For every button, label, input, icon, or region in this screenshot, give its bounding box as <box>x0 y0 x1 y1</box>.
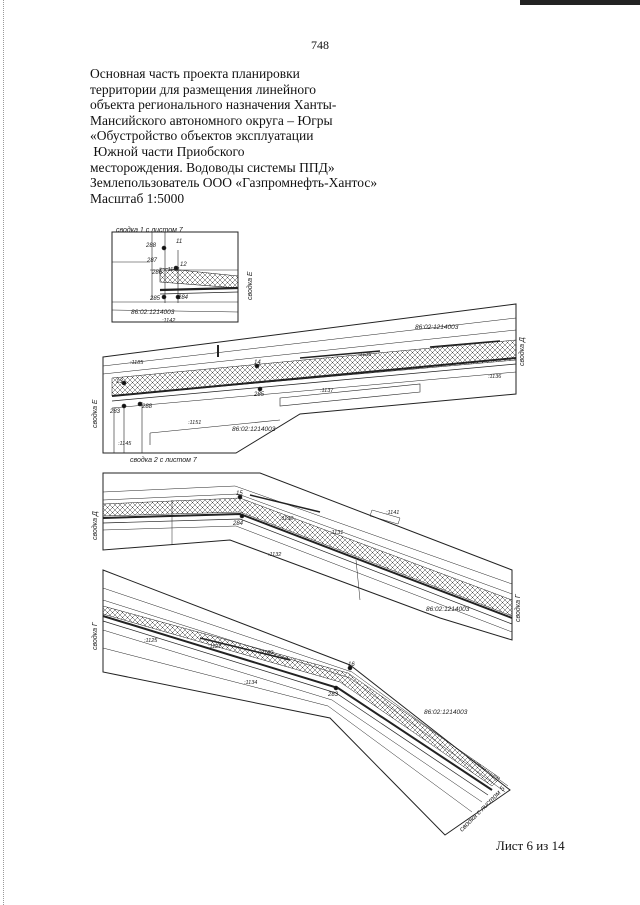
title-line: Мансийского автономного округа – Югры <box>90 112 333 128</box>
side-label-d: сводка Д <box>92 511 99 540</box>
parcel-label: :1137 <box>320 388 334 394</box>
point-label: 284 <box>178 295 189 301</box>
cadastral-label: 86:02:1214003 <box>232 426 276 433</box>
point-label: 283 <box>328 692 339 698</box>
parcel-label: :1134 <box>244 680 258 686</box>
cadastral-label: 86:02:1214003 <box>415 324 459 331</box>
scale-line: Масштаб 1:5000 <box>90 190 185 206</box>
parcel-label: :1132 <box>268 552 282 558</box>
panel-3-frame <box>103 473 512 640</box>
point-label: 15 <box>236 491 243 497</box>
parcel-label: :1130 <box>260 650 274 656</box>
point-label: 14 <box>254 360 261 366</box>
corridor-hatch <box>103 606 500 786</box>
point-label: 283 <box>110 409 121 415</box>
parcel-label: :1136 <box>358 352 372 358</box>
title-line: объекта регионального назначения Ханты- <box>90 97 337 113</box>
title-line: Основная часть проекта планировки <box>90 66 300 81</box>
title-line: месторождения. Водоводы системы ППД» <box>90 159 335 175</box>
point-label: 284 <box>233 521 244 527</box>
side-label-d: сводка Д <box>519 337 526 366</box>
point-marker <box>162 295 166 299</box>
point-marker <box>162 246 166 250</box>
title-line: «Обустройство объектов эксплуатации <box>90 128 314 144</box>
side-label-g: сводка Г <box>92 622 99 650</box>
parcel-label: :1127 <box>208 644 222 650</box>
svodka-2-label: сводка 2 с листом 7 <box>130 457 197 464</box>
point-label: 288 <box>142 404 153 410</box>
point-marker <box>240 514 244 518</box>
point-label: 13 <box>116 379 123 385</box>
point-label: 285 <box>150 296 161 302</box>
parcel-label: :1142 <box>166 267 180 273</box>
title-line: территории для размещения линейного <box>90 81 317 97</box>
point-marker <box>334 686 338 690</box>
parcel-label: :1151 <box>188 420 202 426</box>
parcel-label: :1141 <box>386 510 400 516</box>
point-label: 11 <box>176 239 183 245</box>
side-label-e: сводка Е <box>247 271 254 300</box>
svodka-5-label: сводка с листом 5 <box>458 785 507 834</box>
title-line: Южной части Приобского <box>90 143 245 159</box>
point-label: 12 <box>180 262 187 268</box>
point-label: 286 <box>152 270 163 276</box>
cadastral-label: 86:02:1214003 <box>131 309 175 316</box>
point-label: 287 <box>147 258 158 264</box>
point-label: 288 <box>146 243 157 249</box>
cadastral-label: 86:02:1214003 <box>426 606 470 613</box>
panel-3 <box>103 473 512 640</box>
parcel-label: :1185 <box>130 360 144 366</box>
parcel-label: :1136 <box>488 374 502 380</box>
parcel-label: :1145 <box>118 441 132 447</box>
point-label: 16 <box>348 662 355 668</box>
point-marker <box>258 387 262 391</box>
parcel-label: :1130 <box>280 516 294 522</box>
point-marker <box>122 404 126 408</box>
point-marker <box>122 381 126 385</box>
side-label-g: сводка Г <box>515 594 522 622</box>
side-label-e: сводка Е <box>92 399 99 428</box>
parcel-label: :1142 <box>162 318 176 324</box>
point-label: 285 <box>254 392 265 398</box>
parcel-label: :1125 <box>144 638 158 644</box>
title-line: Землепользователь ООО «Газпромнефть-Хантос» <box>90 175 378 191</box>
sheet-label: Лист 6 из 14 <box>496 838 565 853</box>
page-number: 748 <box>311 38 329 52</box>
parcel-label: :1131 <box>330 530 344 536</box>
svodka-1-label: сводка 1 с листом 7 <box>116 227 183 234</box>
cadastral-label: 86:02:1214003 <box>424 709 468 716</box>
